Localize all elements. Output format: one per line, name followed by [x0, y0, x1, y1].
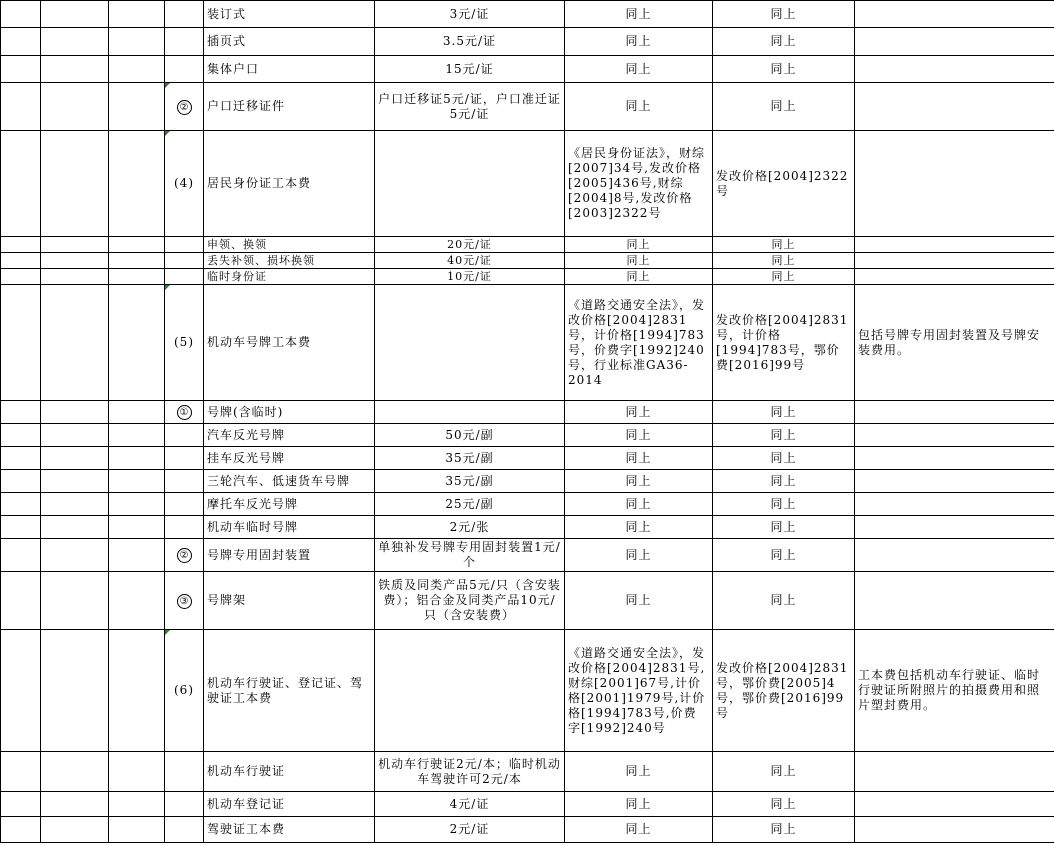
blank-cell[interactable] [109, 447, 165, 470]
blank-cell[interactable] [109, 401, 165, 424]
table-row [1, 424, 1054, 447]
fee-basis-cell[interactable]: 发改价格[2004]2831号，鄂价费[2005]4号，鄂价费[2016]99号 [713, 630, 855, 752]
blank-cell[interactable] [41, 1, 109, 28]
table-row [1, 752, 1054, 792]
item-number-cell[interactable] [165, 424, 204, 447]
blank-cell[interactable] [41, 253, 109, 269]
blank-cell[interactable] [41, 401, 109, 424]
blank-cell[interactable] [41, 424, 109, 447]
fee-standard-cell[interactable] [375, 131, 565, 237]
blank-cell[interactable] [109, 83, 165, 131]
remark-cell[interactable] [855, 269, 1054, 285]
fee-standard-cell[interactable]: 机动车行驶证2元/本；临时机动车驾驶许可2元/本 [375, 752, 565, 792]
fee-standard-cell[interactable]: 15元/证 [375, 56, 565, 83]
blank-cell[interactable] [1, 572, 41, 630]
item-number-cell[interactable] [165, 83, 204, 131]
circled-number: ② [177, 100, 192, 115]
item-name-cell[interactable]: 临时身份证 [204, 269, 375, 285]
pricing-basis-cell[interactable]: 同上 [565, 1, 713, 28]
table-row [1, 470, 1054, 493]
blank-cell[interactable] [109, 285, 165, 401]
item-number-cell[interactable] [165, 447, 204, 470]
item-number-cell[interactable] [165, 817, 204, 843]
pricing-basis-cell[interactable]: 《居民身份证法》，财综[2007]34号,发改价格[2005]436号,财综[2004]8号,发改价格[2003]2322号 [565, 131, 713, 237]
item-number-cell[interactable] [165, 269, 204, 285]
pricing-basis-cell[interactable]: 同上 [565, 539, 713, 572]
fee-basis-cell[interactable]: 同上 [713, 572, 855, 630]
blank-cell[interactable] [41, 817, 109, 843]
fee-standard-cell[interactable]: 铁质及同类产品5元/只（含安装费）；铝合金及同类产品10元/只（含安装费） [375, 572, 565, 630]
blank-cell[interactable] [41, 493, 109, 516]
table-row [1, 516, 1054, 539]
blank-cell[interactable] [1, 470, 41, 493]
blank-cell[interactable] [41, 285, 109, 401]
item-name-cell[interactable]: 汽车反光号牌 [204, 424, 375, 447]
item-number-cell[interactable] [165, 470, 204, 493]
blank-cell[interactable] [1, 539, 41, 572]
item-name-cell[interactable]: 机动车登记证 [204, 792, 375, 817]
blank-cell[interactable] [41, 447, 109, 470]
comment-indicator-icon[interactable] [165, 285, 170, 290]
table-row [1, 131, 1054, 237]
item-number-cell[interactable] [165, 253, 204, 269]
blank-cell[interactable] [41, 28, 109, 56]
fee-standard-cell[interactable]: 35元/副 [375, 470, 565, 493]
remark-cell[interactable] [855, 493, 1054, 516]
blank-cell[interactable] [109, 493, 165, 516]
blank-cell[interactable] [1, 269, 41, 285]
blank-cell[interactable] [109, 792, 165, 817]
item-name-cell[interactable]: 装订式 [204, 1, 375, 28]
blank-cell[interactable] [109, 539, 165, 572]
table-body [1, 1, 1054, 843]
blank-cell[interactable] [1, 285, 41, 401]
item-number-cell[interactable] [165, 237, 204, 253]
item-name-cell[interactable]: 集体户口 [204, 56, 375, 83]
fee-standard-cell[interactable]: 户口迁移证5元/证，户口准迁证5元/证 [375, 83, 565, 131]
item-name-cell[interactable]: 驾驶证工本费 [204, 817, 375, 843]
circled-number: ① [177, 405, 192, 420]
fee-standard-cell[interactable]: 3.5元/证 [375, 28, 565, 56]
fee-basis-cell[interactable]: 同上 [713, 401, 855, 424]
blank-cell[interactable] [109, 56, 165, 83]
item-number-cell[interactable] [165, 401, 204, 424]
item-name-cell[interactable]: 号牌(含临时) [204, 401, 375, 424]
fee-standard-cell[interactable] [375, 285, 565, 401]
blank-cell[interactable] [41, 269, 109, 285]
fee-standard-cell[interactable]: 20元/证 [375, 237, 565, 253]
remark-cell[interactable] [855, 470, 1054, 493]
blank-cell[interactable] [1, 792, 41, 817]
fee-basis-cell[interactable]: 同上 [713, 447, 855, 470]
fee-basis-cell[interactable]: 同上 [713, 493, 855, 516]
fee-basis-cell[interactable]: 发改价格[2004]2831号，计价格[1994]783号，鄂价费[2016]99号 [713, 285, 855, 401]
table-row [1, 253, 1054, 269]
item-number-cell[interactable] [165, 792, 204, 817]
table-row [1, 237, 1054, 253]
pricing-basis-cell[interactable]: 同上 [565, 792, 713, 817]
item-name-cell[interactable]: 机动车行驶证 [204, 752, 375, 792]
blank-cell[interactable] [41, 83, 109, 131]
fee-basis-cell[interactable]: 同上 [713, 56, 855, 83]
fee-basis-cell[interactable]: 同上 [713, 516, 855, 539]
item-name-cell[interactable]: 机动车行驶证、登记证、驾驶证工本费 [204, 630, 375, 752]
circled-number: ② [177, 548, 192, 563]
table-row [1, 401, 1054, 424]
fee-basis-cell[interactable]: 同上 [713, 1, 855, 28]
pricing-basis-cell[interactable]: 同上 [565, 401, 713, 424]
blank-cell[interactable] [109, 470, 165, 493]
blank-cell[interactable] [1, 28, 41, 56]
blank-cell[interactable] [109, 752, 165, 792]
blank-cell[interactable] [41, 792, 109, 817]
blank-cell[interactable] [109, 253, 165, 269]
blank-cell[interactable] [109, 1, 165, 28]
fee-basis-cell[interactable]: 同上 [713, 83, 855, 131]
blank-cell[interactable] [1, 401, 41, 424]
comment-indicator-icon[interactable] [165, 83, 170, 88]
blank-cell[interactable] [41, 237, 109, 253]
pricing-basis-cell[interactable]: 同上 [565, 237, 713, 253]
blank-cell[interactable] [109, 424, 165, 447]
remark-cell[interactable] [855, 253, 1054, 269]
item-number-cell[interactable] [165, 1, 204, 28]
blank-cell[interactable] [41, 516, 109, 539]
blank-cell[interactable] [1, 83, 41, 131]
item-number-cell[interactable] [165, 572, 204, 630]
pricing-basis-cell[interactable]: 《道路交通安全法》，发改价格[2004]2831号,财综[2001]67号,计价格[2001]1979号,计价格[1994]783号,价费字[1992]240号 [565, 630, 713, 752]
table-row [1, 269, 1054, 285]
remark-cell[interactable] [855, 792, 1054, 817]
item-number-cell[interactable] [165, 493, 204, 516]
fee-standard-cell[interactable]: 2元/证 [375, 817, 565, 843]
item-name-cell[interactable]: 机动车临时号牌 [204, 516, 375, 539]
blank-cell[interactable] [1, 630, 41, 752]
pricing-basis-cell[interactable]: 同上 [565, 269, 713, 285]
table-row [1, 493, 1054, 516]
remark-cell[interactable]: 包括号牌专用固封装置及号牌安装费用。 [855, 285, 1054, 401]
fee-basis-cell[interactable]: 同上 [713, 424, 855, 447]
remark-cell[interactable] [855, 539, 1054, 572]
pricing-basis-cell[interactable]: 《道路交通安全法》，发改价格[2004]2831号，计价格[1994]783号，价费字[1992]240号，行业标准GA36-2014 [565, 285, 713, 401]
pricing-basis-cell[interactable]: 同上 [565, 28, 713, 56]
blank-cell[interactable] [109, 516, 165, 539]
fee-basis-cell[interactable]: 同上 [713, 817, 855, 843]
pricing-basis-cell[interactable]: 同上 [565, 83, 713, 131]
blank-cell[interactable] [41, 539, 109, 572]
blank-cell[interactable] [1, 424, 41, 447]
table-row [1, 1, 1054, 28]
blank-cell[interactable] [1, 131, 41, 237]
item-name-cell[interactable]: 户口迁移证件 [204, 83, 375, 131]
table-row [1, 56, 1054, 83]
fee-standard-cell[interactable]: 2元/张 [375, 516, 565, 539]
item-number-cell[interactable]: (6) [165, 630, 204, 752]
remark-cell[interactable] [855, 572, 1054, 630]
remark-cell[interactable] [855, 447, 1054, 470]
blank-cell[interactable] [41, 572, 109, 630]
blank-cell[interactable] [1, 516, 41, 539]
comment-indicator-icon[interactable] [165, 630, 170, 635]
table-row [1, 572, 1054, 630]
table-row [1, 285, 1054, 401]
table-row [1, 817, 1054, 843]
item-name-cell[interactable]: 号牌架 [204, 572, 375, 630]
item-name-cell[interactable]: 插页式 [204, 28, 375, 56]
blank-cell[interactable] [109, 630, 165, 752]
fee-basis-cell[interactable]: 同上 [713, 269, 855, 285]
table-row [1, 630, 1054, 752]
remark-cell[interactable] [855, 752, 1054, 792]
remark-cell[interactable] [855, 56, 1054, 83]
remark-cell[interactable] [855, 131, 1054, 237]
pricing-basis-cell[interactable]: 同上 [565, 253, 713, 269]
fee-basis-cell[interactable]: 同上 [713, 28, 855, 56]
pricing-basis-cell[interactable]: 同上 [565, 817, 713, 843]
fee-standard-cell[interactable]: 35元/副 [375, 447, 565, 470]
remark-cell[interactable] [855, 817, 1054, 843]
remark-cell[interactable] [855, 28, 1054, 56]
fee-basis-cell[interactable]: 同上 [713, 792, 855, 817]
item-number-cell[interactable] [165, 752, 204, 792]
blank-cell[interactable] [1, 493, 41, 516]
remark-cell[interactable] [855, 424, 1054, 447]
item-name-cell[interactable]: 申领、换领 [204, 237, 375, 253]
remark-cell[interactable]: 工本费包括机动车行驶证、临时行驶证所附照片的拍摄费用和照片塑封费用。 [855, 630, 1054, 752]
item-number-cell[interactable] [165, 516, 204, 539]
blank-cell[interactable] [41, 131, 109, 237]
item-number-cell[interactable] [165, 56, 204, 83]
item-name-cell[interactable]: 丢失补领、损坏换领 [204, 253, 375, 269]
fee-basis-cell[interactable]: 同上 [713, 253, 855, 269]
blank-cell[interactable] [1, 56, 41, 83]
blank-cell[interactable] [41, 752, 109, 792]
fee-standard-cell[interactable]: 40元/证 [375, 253, 565, 269]
blank-cell[interactable] [1, 752, 41, 792]
fee-basis-cell[interactable]: 同上 [713, 237, 855, 253]
item-name-cell[interactable]: 机动车号牌工本费 [204, 285, 375, 401]
pricing-basis-cell[interactable]: 同上 [565, 470, 713, 493]
blank-cell[interactable] [1, 817, 41, 843]
item-name-cell[interactable]: 居民身份证工本费 [204, 131, 375, 237]
fee-basis-cell[interactable]: 同上 [713, 752, 855, 792]
blank-cell[interactable] [1, 447, 41, 470]
fee-basis-cell[interactable]: 同上 [713, 539, 855, 572]
blank-cell[interactable] [109, 572, 165, 630]
blank-cell[interactable] [1, 237, 41, 253]
blank-cell[interactable] [41, 470, 109, 493]
blank-cell[interactable] [109, 817, 165, 843]
blank-cell[interactable] [41, 56, 109, 83]
pricing-basis-cell[interactable]: 同上 [565, 752, 713, 792]
blank-cell[interactable] [109, 237, 165, 253]
item-name-cell[interactable]: 号牌专用固封装置 [204, 539, 375, 572]
blank-cell[interactable] [1, 253, 41, 269]
fee-basis-cell[interactable]: 同上 [713, 470, 855, 493]
pricing-basis-cell[interactable]: 同上 [565, 424, 713, 447]
fee-standard-cell[interactable]: 3元/证 [375, 1, 565, 28]
remark-cell[interactable] [855, 401, 1054, 424]
remark-cell[interactable] [855, 237, 1054, 253]
fee-standard-cell[interactable]: 25元/副 [375, 493, 565, 516]
circled-number: ③ [177, 594, 192, 609]
pricing-basis-cell[interactable]: 同上 [565, 493, 713, 516]
pricing-basis-cell[interactable]: 同上 [565, 56, 713, 83]
table-row [1, 792, 1054, 817]
item-number-cell[interactable]: (4) [165, 131, 204, 237]
item-number-cell[interactable] [165, 28, 204, 56]
fee-basis-cell[interactable]: 发改价格[2004]2322号 [713, 131, 855, 237]
blank-cell[interactable] [1, 1, 41, 28]
fee-standard-cell[interactable]: 10元/证 [375, 269, 565, 285]
table-row [1, 28, 1054, 56]
pricing-basis-cell[interactable]: 同上 [565, 447, 713, 470]
fee-standard-cell[interactable]: 50元/副 [375, 424, 565, 447]
fee-standard-cell[interactable]: 4元/证 [375, 792, 565, 817]
remark-cell[interactable] [855, 83, 1054, 131]
fee-standard-cell[interactable]: 单独补发号牌专用固封装置1元/个 [375, 539, 565, 572]
table-row [1, 447, 1054, 470]
item-number-cell[interactable]: (5) [165, 285, 204, 401]
pricing-basis-cell[interactable]: 同上 [565, 572, 713, 630]
table-row [1, 539, 1054, 572]
remark-cell[interactable] [855, 1, 1054, 28]
blank-cell[interactable] [109, 269, 165, 285]
item-name-cell[interactable]: 三轮汽车、低速货车号牌 [204, 470, 375, 493]
remark-cell[interactable] [855, 516, 1054, 539]
item-name-cell[interactable]: 摩托车反光号牌 [204, 493, 375, 516]
blank-cell[interactable] [109, 131, 165, 237]
fee-standard-cell[interactable] [375, 630, 565, 752]
blank-cell[interactable] [109, 28, 165, 56]
fee-standard-cell[interactable] [375, 401, 565, 424]
item-name-cell[interactable]: 挂车反光号牌 [204, 447, 375, 470]
blank-cell[interactable] [41, 630, 109, 752]
item-number-cell[interactable] [165, 539, 204, 572]
table-row [1, 83, 1054, 131]
comment-indicator-icon[interactable] [165, 131, 170, 136]
pricing-basis-cell[interactable]: 同上 [565, 516, 713, 539]
